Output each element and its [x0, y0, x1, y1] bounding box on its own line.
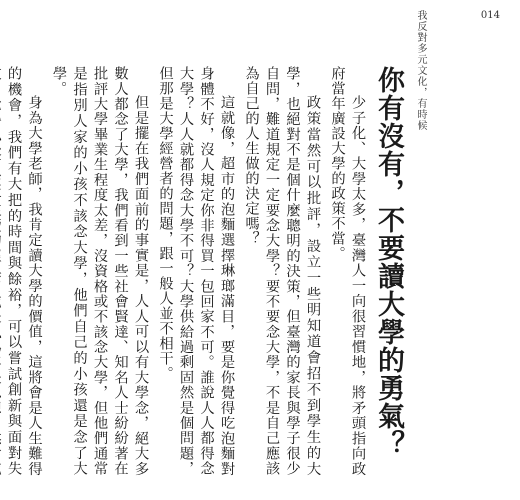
- body-text: [6, 66, 368, 476]
- paragraph: 政策當然可以批評，設立一些明知道會招不到學生的大學，也絕對不是個什麼聰明的決策，但臺灣的家長與學子很少自問，難道規定一定要念大學？要不要念大學，不是自己應該為自己的人生做的決定嗎？: [243, 66, 321, 476]
- paragraph: 少子化、大學太多，臺灣人一向很習慣地，將矛頭指向政府當年廣設大學的政策不當。: [329, 66, 366, 476]
- paragraph: 但是擺在我們面前的事實是，人人可以有大學念，絕大多數人都念了大學，我們看到一些社會賢達、知名人士紛紛著在批評大學畢業生程度太差，沒資格或不該念大學，但他們通常是指別人家的小孩不該念大學，他們自己的小孩還是念了大學。: [51, 66, 149, 476]
- chapter-title: 你有沒有，不要讀大學的勇氣？: [373, 66, 404, 458]
- paragraph: 身為大學老師，我肯定讀大學的價值，這將會是人生難得的機會，我們有大把的時間與餘裕，可以嘗試創新與面對失: [6, 66, 43, 476]
- page-number: 014: [480, 10, 500, 21]
- running-header: 我反對多元文化，有時候: [415, 10, 426, 131]
- paragraph: 這就像，超市的泡麵選擇琳瑯滿目，要是你覺得吃泡麵對身體不好，沒人規定你非得買一包回家不可。誰說人人都得念大學？人人就都得念大學不可？大學供給過剩固然是個問題，但那是大學經營者的問題，跟一般人並不相干。: [157, 66, 235, 476]
